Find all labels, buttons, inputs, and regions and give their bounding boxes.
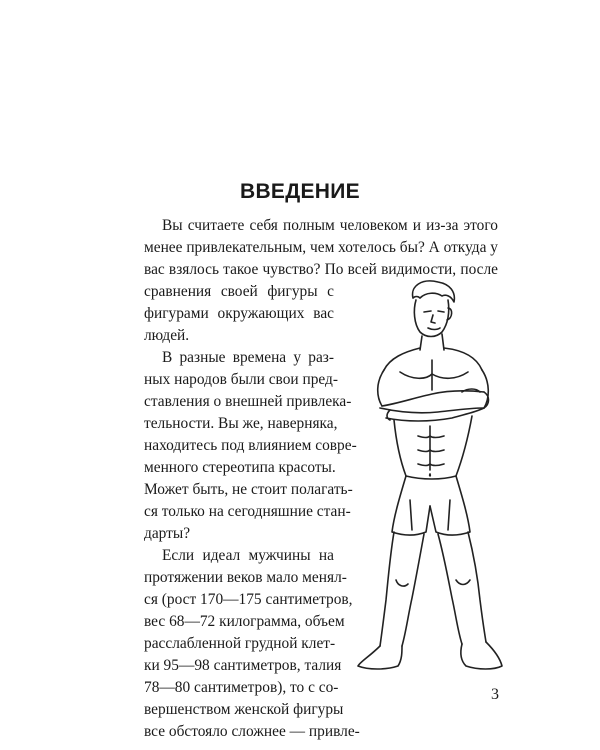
text-line: фигурами окружающих вас xyxy=(144,305,334,322)
text-line: Если идеал мужчины на xyxy=(162,547,334,564)
text-line: находитесь под влиянием совре- xyxy=(144,437,357,454)
text-line: 78—80 сантиметров), то с со- xyxy=(144,679,339,696)
text-line: ся (рост 170—175 сантиметров, xyxy=(144,591,353,608)
text-line: тельности. Вы же, наверняка, xyxy=(144,415,338,432)
text-line: ся только на сегодняшние стан- xyxy=(144,503,351,520)
text-line: менного стереотипа красоты. xyxy=(144,459,336,476)
text-line: ставления о внешней привлека- xyxy=(144,393,352,410)
text-line: В разные времена у раз- xyxy=(162,349,334,366)
text-line: вершенством женской фигуры xyxy=(144,701,344,718)
man-figure-illustration xyxy=(350,280,510,690)
text-line: дарты? xyxy=(144,525,191,542)
text-line: Может быть, не стоит полагать- xyxy=(144,481,353,498)
text-line: протяжении веков мало менял- xyxy=(144,569,347,586)
text-line: ки 95—98 сантиметров, талия xyxy=(144,657,342,674)
text-line: менее привлекательным, чем хотелось бы? А откуда у xyxy=(144,239,498,256)
text-line: людей. xyxy=(144,327,190,344)
text-line: вас взялось такое чувство? По всей видимости, после xyxy=(144,261,498,278)
page-title: ВВЕДЕНИЕ xyxy=(240,180,360,203)
page-number: 3 xyxy=(491,686,499,703)
text-line: расслабленной грудной клет- xyxy=(144,635,336,652)
text-line: все обстояло сложнее — привле- xyxy=(144,723,360,740)
text-line: вес 68—72 килограмма, объем xyxy=(144,613,345,630)
text-line: Вы считаете себя полным человеком и из-за этого xyxy=(162,217,498,234)
text-line: ных народов были свои пред- xyxy=(144,371,338,388)
text-line: сравнения своей фигуры с xyxy=(144,283,334,300)
